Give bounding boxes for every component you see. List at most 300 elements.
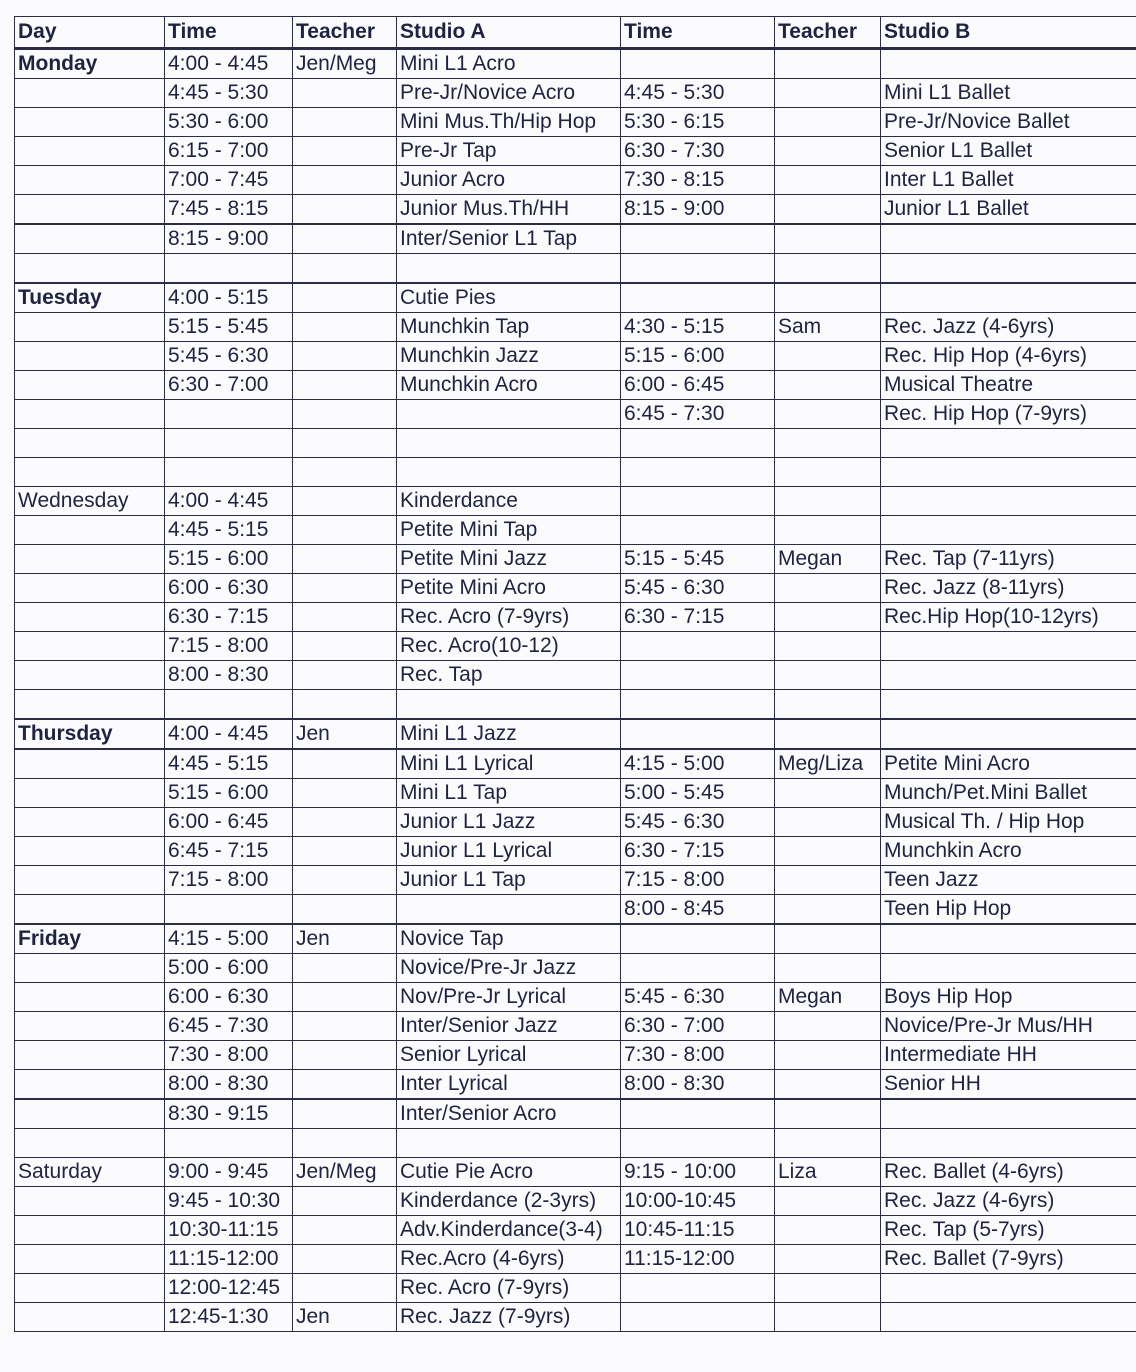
day-cell [15, 108, 165, 137]
time-b-cell: 5:45 - 6:30 [621, 983, 775, 1012]
teacher-b-cell [775, 254, 881, 284]
studio-b-class-cell: Munchkin Acro [881, 837, 1136, 866]
studio-b-class-cell [881, 487, 1136, 516]
studio-a-class-cell: Petite Mini Tap [397, 516, 621, 545]
teacher-a-cell [293, 224, 397, 254]
teacher-a-cell [293, 1245, 397, 1274]
day-cell [15, 195, 165, 225]
studio-b-class-cell [881, 254, 1136, 284]
header-studio-b: Studio B [881, 17, 1136, 49]
teacher-a-cell [293, 603, 397, 632]
time-a-cell: 5:15 - 6:00 [165, 779, 293, 808]
time-a-cell: 6:30 - 7:15 [165, 603, 293, 632]
studio-a-class-cell [397, 429, 621, 458]
time-b-cell: 6:30 - 7:30 [621, 137, 775, 166]
table-row [15, 661, 1136, 690]
table-row [15, 603, 1136, 632]
day-cell [15, 458, 165, 487]
teacher-a-cell [293, 254, 397, 284]
teacher-b-cell [775, 1099, 881, 1129]
time-a-cell: 4:45 - 5:30 [165, 79, 293, 108]
teacher-b-cell [775, 837, 881, 866]
time-b-cell: 5:15 - 6:00 [621, 342, 775, 371]
teacher-a-cell [293, 1274, 397, 1303]
table-row [15, 400, 1136, 429]
day-cell [15, 632, 165, 661]
time-a-cell: 5:15 - 5:45 [165, 313, 293, 342]
teacher-b-cell [775, 1012, 881, 1041]
day-cell: Tuesday [15, 283, 165, 313]
studio-b-class-cell: Rec. Hip Hop (7-9yrs) [881, 400, 1136, 429]
table-row [15, 371, 1136, 400]
time-a-cell: 6:30 - 7:00 [165, 371, 293, 400]
studio-a-class-cell: Cutie Pies [397, 283, 621, 313]
studio-b-class-cell [881, 690, 1136, 720]
day-cell [15, 1041, 165, 1070]
teacher-b-cell [775, 1303, 881, 1332]
teacher-a-cell [293, 400, 397, 429]
table-row [15, 137, 1136, 166]
teacher-b-cell [775, 1216, 881, 1245]
studio-a-class-cell: Junior Acro [397, 166, 621, 195]
time-a-cell: 6:00 - 6:30 [165, 574, 293, 603]
studio-b-class-cell: Boys Hip Hop [881, 983, 1136, 1012]
time-b-cell: 6:30 - 7:00 [621, 1012, 775, 1041]
time-a-cell: 5:45 - 6:30 [165, 342, 293, 371]
teacher-b-cell [775, 661, 881, 690]
table-row [15, 1245, 1136, 1274]
studio-b-class-cell [881, 924, 1136, 954]
table-row [15, 429, 1136, 458]
time-b-cell [621, 254, 775, 284]
studio-a-class-cell [397, 254, 621, 284]
time-b-cell [621, 487, 775, 516]
table-row [15, 808, 1136, 837]
table-row [15, 779, 1136, 808]
time-b-cell: 8:00 - 8:45 [621, 895, 775, 925]
time-a-cell: 7:00 - 7:45 [165, 166, 293, 195]
studio-a-class-cell: Mini L1 Acro [397, 49, 621, 79]
table-row [15, 837, 1136, 866]
time-a-cell: 6:00 - 6:45 [165, 808, 293, 837]
studio-a-class-cell: Petite Mini Jazz [397, 545, 621, 574]
teacher-a-cell [293, 429, 397, 458]
day-cell [15, 1187, 165, 1216]
time-a-cell: 12:00-12:45 [165, 1274, 293, 1303]
day-cell: Friday [15, 924, 165, 954]
studio-a-class-cell: Junior Mus.Th/HH [397, 195, 621, 225]
teacher-b-cell [775, 1129, 881, 1158]
table-row [15, 342, 1136, 371]
table-row [15, 983, 1136, 1012]
studio-b-class-cell [881, 661, 1136, 690]
teacher-b-cell [775, 108, 881, 137]
time-b-cell: 8:15 - 9:00 [621, 195, 775, 225]
teacher-b-cell [775, 137, 881, 166]
teacher-a-cell [293, 342, 397, 371]
day-cell: Monday [15, 49, 165, 79]
time-b-cell: 6:45 - 7:30 [621, 400, 775, 429]
day-cell [15, 79, 165, 108]
time-a-cell: 4:45 - 5:15 [165, 516, 293, 545]
time-b-cell [621, 516, 775, 545]
studio-b-class-cell: Rec. Ballet (4-6yrs) [881, 1158, 1136, 1187]
time-b-cell [621, 224, 775, 254]
studio-a-class-cell: Munchkin Tap [397, 313, 621, 342]
studio-a-class-cell: Mini L1 Jazz [397, 719, 621, 749]
studio-b-class-cell: Senior L1 Ballet [881, 137, 1136, 166]
day-cell [15, 371, 165, 400]
studio-b-class-cell: Rec. Ballet (7-9yrs) [881, 1245, 1136, 1274]
studio-a-class-cell: Pre-Jr Tap [397, 137, 621, 166]
time-b-cell [621, 924, 775, 954]
header-time-a: Time [165, 17, 293, 49]
table-row [15, 1303, 1136, 1332]
teacher-b-cell [775, 342, 881, 371]
day-cell [15, 342, 165, 371]
time-a-cell: 6:45 - 7:15 [165, 837, 293, 866]
time-a-cell [165, 429, 293, 458]
studio-a-class-cell: Novice Tap [397, 924, 621, 954]
studio-b-class-cell [881, 954, 1136, 983]
schedule-body [15, 49, 1136, 1332]
studio-b-class-cell: Novice/Pre-Jr Mus/HH [881, 1012, 1136, 1041]
day-cell [15, 603, 165, 632]
teacher-a-cell: Jen/Meg [293, 49, 397, 79]
time-b-cell: 10:00-10:45 [621, 1187, 775, 1216]
studio-a-class-cell: Novice/Pre-Jr Jazz [397, 954, 621, 983]
studio-b-class-cell: Inter L1 Ballet [881, 166, 1136, 195]
day-cell [15, 254, 165, 284]
header-teacher-a: Teacher [293, 17, 397, 49]
time-a-cell: 4:00 - 4:45 [165, 719, 293, 749]
time-a-cell: 9:45 - 10:30 [165, 1187, 293, 1216]
time-a-cell: 5:15 - 6:00 [165, 545, 293, 574]
studio-a-class-cell: Rec. Acro (7-9yrs) [397, 1274, 621, 1303]
schedule-table [14, 16, 1136, 1332]
time-a-cell [165, 1129, 293, 1158]
teacher-b-cell [775, 1245, 881, 1274]
time-a-cell: 5:30 - 6:00 [165, 108, 293, 137]
day-cell [15, 1216, 165, 1245]
time-b-cell: 6:00 - 6:45 [621, 371, 775, 400]
table-row [15, 924, 1136, 954]
day-cell [15, 895, 165, 925]
teacher-a-cell [293, 108, 397, 137]
teacher-a-cell [293, 137, 397, 166]
time-a-cell: 12:45-1:30 [165, 1303, 293, 1332]
teacher-a-cell [293, 808, 397, 837]
studio-b-class-cell: Junior L1 Ballet [881, 195, 1136, 225]
time-a-cell: 11:15-12:00 [165, 1245, 293, 1274]
studio-b-class-cell [881, 1274, 1136, 1303]
teacher-a-cell [293, 983, 397, 1012]
studio-b-class-cell: Petite Mini Acro [881, 749, 1136, 779]
teacher-a-cell [293, 661, 397, 690]
table-row [15, 866, 1136, 895]
time-a-cell: 8:30 - 9:15 [165, 1099, 293, 1129]
table-row [15, 1070, 1136, 1100]
table-row [15, 545, 1136, 574]
time-b-cell: 7:30 - 8:15 [621, 166, 775, 195]
table-row [15, 632, 1136, 661]
day-cell [15, 837, 165, 866]
table-row [15, 895, 1136, 925]
teacher-b-cell: Megan [775, 983, 881, 1012]
studio-a-class-cell: Mini Mus.Th/Hip Hop [397, 108, 621, 137]
teacher-b-cell [775, 779, 881, 808]
day-cell: Saturday [15, 1158, 165, 1187]
teacher-b-cell [775, 603, 881, 632]
time-b-cell: 8:00 - 8:30 [621, 1070, 775, 1100]
studio-b-class-cell: Rec. Hip Hop (4-6yrs) [881, 342, 1136, 371]
day-cell [15, 574, 165, 603]
table-row [15, 1129, 1136, 1158]
time-b-cell: 10:45-11:15 [621, 1216, 775, 1245]
teacher-a-cell [293, 516, 397, 545]
teacher-a-cell: Jen [293, 924, 397, 954]
header-teacher-b: Teacher [775, 17, 881, 49]
teacher-a-cell [293, 895, 397, 925]
day-cell [15, 516, 165, 545]
studio-b-class-cell: Teen Hip Hop [881, 895, 1136, 925]
studio-a-class-cell: Junior L1 Jazz [397, 808, 621, 837]
table-row [15, 1274, 1136, 1303]
teacher-a-cell [293, 1187, 397, 1216]
teacher-a-cell [293, 371, 397, 400]
teacher-a-cell [293, 1041, 397, 1070]
time-a-cell: 8:15 - 9:00 [165, 224, 293, 254]
teacher-a-cell [293, 779, 397, 808]
day-cell [15, 1070, 165, 1100]
teacher-a-cell: Jen/Meg [293, 1158, 397, 1187]
studio-a-class-cell [397, 690, 621, 720]
time-b-cell: 7:30 - 8:00 [621, 1041, 775, 1070]
studio-b-class-cell [881, 224, 1136, 254]
studio-b-class-cell: Musical Th. / Hip Hop [881, 808, 1136, 837]
time-a-cell: 4:00 - 4:45 [165, 487, 293, 516]
table-row [15, 690, 1136, 720]
time-a-cell: 10:30-11:15 [165, 1216, 293, 1245]
studio-a-class-cell: Inter/Senior Acro [397, 1099, 621, 1129]
teacher-b-cell [775, 1070, 881, 1100]
teacher-b-cell [775, 371, 881, 400]
teacher-a-cell: Jen [293, 1303, 397, 1332]
teacher-b-cell [775, 79, 881, 108]
time-b-cell: 11:15-12:00 [621, 1245, 775, 1274]
teacher-a-cell [293, 632, 397, 661]
table-row [15, 313, 1136, 342]
table-row [15, 1187, 1136, 1216]
day-cell [15, 1245, 165, 1274]
time-a-cell [165, 895, 293, 925]
studio-a-class-cell: Rec. Acro(10-12) [397, 632, 621, 661]
teacher-a-cell [293, 690, 397, 720]
studio-b-class-cell: Rec.Hip Hop(10-12yrs) [881, 603, 1136, 632]
studio-a-class-cell: Nov/Pre-Jr Lyrical [397, 983, 621, 1012]
teacher-b-cell: Meg/Liza [775, 749, 881, 779]
teacher-b-cell [775, 400, 881, 429]
studio-a-class-cell: Mini L1 Tap [397, 779, 621, 808]
teacher-b-cell [775, 808, 881, 837]
table-row [15, 1099, 1136, 1129]
day-cell [15, 866, 165, 895]
time-a-cell: 8:00 - 8:30 [165, 661, 293, 690]
table-row [15, 166, 1136, 195]
table-row [15, 719, 1136, 749]
day-cell [15, 983, 165, 1012]
day-cell [15, 808, 165, 837]
teacher-a-cell [293, 166, 397, 195]
time-b-cell: 4:45 - 5:30 [621, 79, 775, 108]
studio-b-class-cell [881, 49, 1136, 79]
teacher-b-cell [775, 924, 881, 954]
day-cell [15, 137, 165, 166]
teacher-b-cell: Sam [775, 313, 881, 342]
studio-b-class-cell [881, 719, 1136, 749]
teacher-b-cell [775, 224, 881, 254]
teacher-a-cell [293, 1129, 397, 1158]
time-b-cell [621, 690, 775, 720]
time-a-cell [165, 254, 293, 284]
studio-b-class-cell: Mini L1 Ballet [881, 79, 1136, 108]
time-b-cell: 7:15 - 8:00 [621, 866, 775, 895]
time-a-cell: 7:45 - 8:15 [165, 195, 293, 225]
table-row [15, 574, 1136, 603]
time-a-cell: 7:30 - 8:00 [165, 1041, 293, 1070]
time-a-cell [165, 400, 293, 429]
studio-a-class-cell: Petite Mini Acro [397, 574, 621, 603]
time-a-cell: 4:45 - 5:15 [165, 749, 293, 779]
studio-a-class-cell [397, 458, 621, 487]
table-row [15, 108, 1136, 137]
table-row [15, 1041, 1136, 1070]
time-a-cell [165, 690, 293, 720]
header-studio-a: Studio A [397, 17, 621, 49]
studio-b-class-cell [881, 1303, 1136, 1332]
time-b-cell: 5:45 - 6:30 [621, 574, 775, 603]
day-cell [15, 661, 165, 690]
teacher-a-cell [293, 195, 397, 225]
time-b-cell: 4:30 - 5:15 [621, 313, 775, 342]
studio-a-class-cell: Pre-Jr/Novice Acro [397, 79, 621, 108]
teacher-b-cell [775, 283, 881, 313]
studio-b-class-cell: Pre-Jr/Novice Ballet [881, 108, 1136, 137]
studio-a-class-cell: Munchkin Jazz [397, 342, 621, 371]
studio-b-class-cell [881, 429, 1136, 458]
table-row [15, 1216, 1136, 1245]
studio-a-class-cell [397, 895, 621, 925]
studio-b-class-cell: Rec. Tap (7-11yrs) [881, 545, 1136, 574]
day-cell [15, 954, 165, 983]
studio-b-class-cell [881, 283, 1136, 313]
time-b-cell [621, 458, 775, 487]
studio-b-class-cell: Rec. Tap (5-7yrs) [881, 1216, 1136, 1245]
day-cell [15, 1012, 165, 1041]
time-b-cell [621, 719, 775, 749]
studio-b-class-cell: Rec. Jazz (8-11yrs) [881, 574, 1136, 603]
teacher-b-cell [775, 954, 881, 983]
teacher-b-cell [775, 719, 881, 749]
teacher-b-cell [775, 195, 881, 225]
studio-a-class-cell: Senior Lyrical [397, 1041, 621, 1070]
studio-b-class-cell [881, 458, 1136, 487]
day-cell [15, 1274, 165, 1303]
studio-a-class-cell: Junior L1 Lyrical [397, 837, 621, 866]
time-a-cell: 6:45 - 7:30 [165, 1012, 293, 1041]
teacher-a-cell [293, 574, 397, 603]
teacher-a-cell [293, 837, 397, 866]
day-cell [15, 545, 165, 574]
studio-b-class-cell: Rec. Jazz (4-6yrs) [881, 1187, 1136, 1216]
studio-a-class-cell [397, 400, 621, 429]
teacher-b-cell [775, 866, 881, 895]
teacher-a-cell [293, 866, 397, 895]
day-cell: Wednesday [15, 487, 165, 516]
header-row [15, 17, 1136, 49]
teacher-a-cell [293, 1216, 397, 1245]
studio-a-class-cell: Inter/Senior L1 Tap [397, 224, 621, 254]
teacher-b-cell [775, 895, 881, 925]
day-cell [15, 1129, 165, 1158]
time-b-cell [621, 283, 775, 313]
time-b-cell [621, 954, 775, 983]
table-row [15, 954, 1136, 983]
teacher-b-cell [775, 429, 881, 458]
studio-b-class-cell [881, 516, 1136, 545]
studio-b-class-cell [881, 1099, 1136, 1129]
table-row [15, 283, 1136, 313]
table-row [15, 1158, 1136, 1187]
teacher-a-cell [293, 1099, 397, 1129]
time-b-cell [621, 1303, 775, 1332]
header-day: Day [15, 17, 165, 49]
day-cell [15, 749, 165, 779]
studio-b-class-cell [881, 632, 1136, 661]
day-cell [15, 1099, 165, 1129]
teacher-b-cell: Megan [775, 545, 881, 574]
teacher-b-cell [775, 574, 881, 603]
teacher-b-cell [775, 1187, 881, 1216]
day-cell: Thursday [15, 719, 165, 749]
time-b-cell: 9:15 - 10:00 [621, 1158, 775, 1187]
time-b-cell: 5:00 - 5:45 [621, 779, 775, 808]
time-b-cell [621, 1099, 775, 1129]
time-a-cell: 4:15 - 5:00 [165, 924, 293, 954]
teacher-b-cell [775, 1274, 881, 1303]
studio-a-class-cell: Munchkin Acro [397, 371, 621, 400]
studio-a-class-cell: Adv.Kinderdance(3-4) [397, 1216, 621, 1245]
day-cell [15, 166, 165, 195]
studio-b-class-cell: Intermediate HH [881, 1041, 1136, 1070]
time-b-cell: 5:15 - 5:45 [621, 545, 775, 574]
table-row [15, 458, 1136, 487]
header-time-b: Time [621, 17, 775, 49]
day-cell [15, 400, 165, 429]
teacher-a-cell [293, 1070, 397, 1100]
day-cell [15, 429, 165, 458]
time-a-cell: 4:00 - 5:15 [165, 283, 293, 313]
time-b-cell: 5:30 - 6:15 [621, 108, 775, 137]
studio-a-class-cell: Cutie Pie Acro [397, 1158, 621, 1187]
teacher-b-cell [775, 458, 881, 487]
studio-a-class-cell: Junior L1 Tap [397, 866, 621, 895]
studio-a-class-cell: Mini L1 Lyrical [397, 749, 621, 779]
time-b-cell [621, 1274, 775, 1303]
table-row [15, 49, 1136, 79]
table-row [15, 224, 1136, 254]
studio-a-class-cell: Inter Lyrical [397, 1070, 621, 1100]
